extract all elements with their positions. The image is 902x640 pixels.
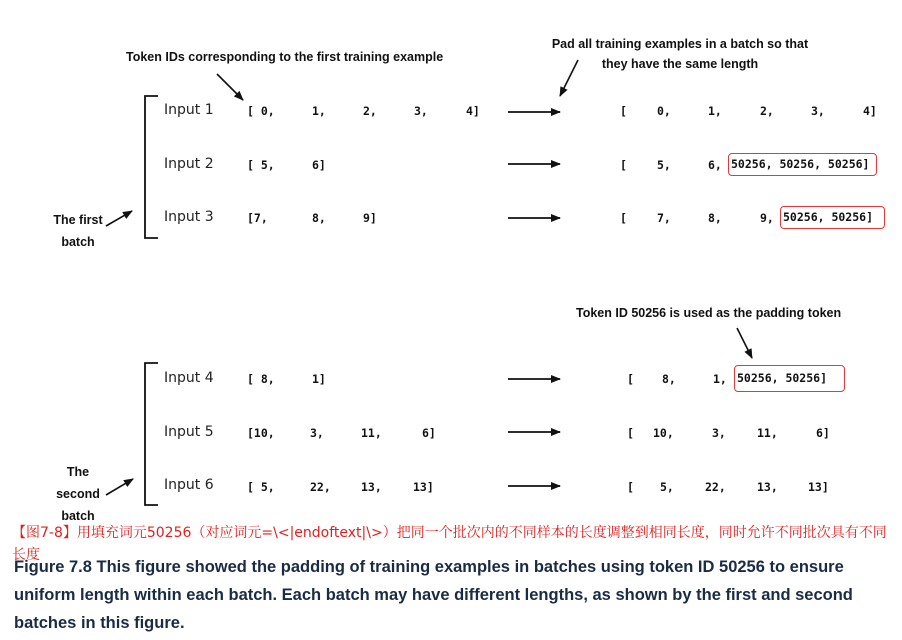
pad-annotation-line-2: they have the same length xyxy=(601,57,759,71)
input-2-token: 6] xyxy=(312,158,326,172)
padded-1-token: 3, xyxy=(811,104,825,118)
second-batch-label-line-1: The xyxy=(66,465,90,479)
padded-3-token: 9, xyxy=(760,211,774,225)
input-1-token: 1, xyxy=(312,104,326,118)
input-2-label: Input 2 xyxy=(164,156,214,172)
padding-token-pointer xyxy=(737,328,752,358)
padded-5-token: 10, xyxy=(653,426,674,440)
input-6-token: 13, xyxy=(361,480,382,494)
padded-5-token: 11, xyxy=(757,426,778,440)
input-6-token: 13] xyxy=(413,480,434,494)
padded-6-token: 13, xyxy=(757,480,778,494)
padding-highlight-box: 50256, 50256, 50256] xyxy=(728,153,877,176)
input-1-token: 2, xyxy=(363,104,377,118)
padded-1-token: [ xyxy=(620,104,627,118)
padding-token-annotation: Token ID 50256 is used as the padding token xyxy=(576,306,842,320)
input-3-token: [7, xyxy=(247,211,268,225)
token-ids-annotation: Token IDs corresponding to the first training example xyxy=(126,50,444,64)
input-6-label: Input 6 xyxy=(164,477,214,493)
padded-4-token: 1, xyxy=(713,372,727,386)
padded-5-token: [ xyxy=(627,426,634,440)
padded-3-token: 8, xyxy=(708,211,722,225)
padding-highlight-box: 50256, 50256] xyxy=(780,206,885,229)
input-5-token: 3, xyxy=(310,426,324,440)
input-6-token: [ 5, xyxy=(247,480,275,494)
figure-caption: Figure 7.8 This figure showed the padding of training examples in batches using token ID 50256 to ensure uniform length within each batch. Each batch may have different lengths, as shown by the first and second batches in this figure. xyxy=(14,558,853,632)
padded-2-token: [ xyxy=(620,158,627,172)
input-4-label: Input 4 xyxy=(164,370,214,386)
padded-1-token: 0, xyxy=(657,104,671,118)
padded-6-token: 13] xyxy=(808,480,829,494)
input-1-token: [ 0, xyxy=(247,104,275,118)
padded-3-token: 7, xyxy=(657,211,671,225)
input-1-label: Input 1 xyxy=(164,102,214,118)
input-3-label: Input 3 xyxy=(164,209,214,225)
second-batch-pointer xyxy=(106,479,133,495)
padded-1-token: 2, xyxy=(760,104,774,118)
padded-6-token: 5, xyxy=(660,480,674,494)
input-1-token: 3, xyxy=(414,104,428,118)
padded-3-token: [ xyxy=(620,211,627,225)
padded-4-token: 8, xyxy=(662,372,676,386)
padded-2-token: 5, xyxy=(657,158,671,172)
input-6-token: 22, xyxy=(310,480,331,494)
caption-chinese: 【图7-8】用填充词元50256（对应词元=\<|endoftext|\>）把同一个批次内的不同样本的长度调整到相同长度，同时允许不同批次具有不同长度 xyxy=(12,525,887,563)
input-1-token: 4] xyxy=(466,104,480,118)
padded-5-token: 6] xyxy=(816,426,830,440)
padding-highlight-box: 50256, 50256] xyxy=(734,365,845,392)
first-batch-label-line-1: The first xyxy=(53,213,103,227)
input-3-token: 9] xyxy=(363,211,377,225)
padded-6-token: 22, xyxy=(705,480,726,494)
second-batch-label-line-3: batch xyxy=(61,509,95,523)
padded-1-token: 4] xyxy=(863,104,877,118)
input-5-label: Input 5 xyxy=(164,424,214,440)
padded-6-token: [ xyxy=(627,480,634,494)
first-batch-label-line-2: batch xyxy=(61,235,95,249)
second-batch-label-line-2: second xyxy=(56,487,100,501)
input-4-token: 1] xyxy=(312,372,326,386)
input-4-token: [ 8, xyxy=(247,372,275,386)
input-5-token: [10, xyxy=(247,426,275,440)
token-ids-pointer xyxy=(217,74,243,100)
input-2-token: [ 5, xyxy=(247,158,275,172)
second-batch-bracket xyxy=(145,363,158,505)
padded-1-token: 1, xyxy=(708,104,722,118)
padded-4-token: [ xyxy=(627,372,634,386)
padded-5-token: 3, xyxy=(712,426,726,440)
input-3-token: 8, xyxy=(312,211,326,225)
pad-annotation-line-1: Pad all training examples in a batch so that xyxy=(551,37,809,51)
input-5-token: 11, xyxy=(361,426,382,440)
input-5-token: 6] xyxy=(422,426,436,440)
padded-2-token: 6, xyxy=(708,158,722,172)
first-batch-bracket xyxy=(145,96,158,238)
first-batch-pointer xyxy=(106,211,132,226)
